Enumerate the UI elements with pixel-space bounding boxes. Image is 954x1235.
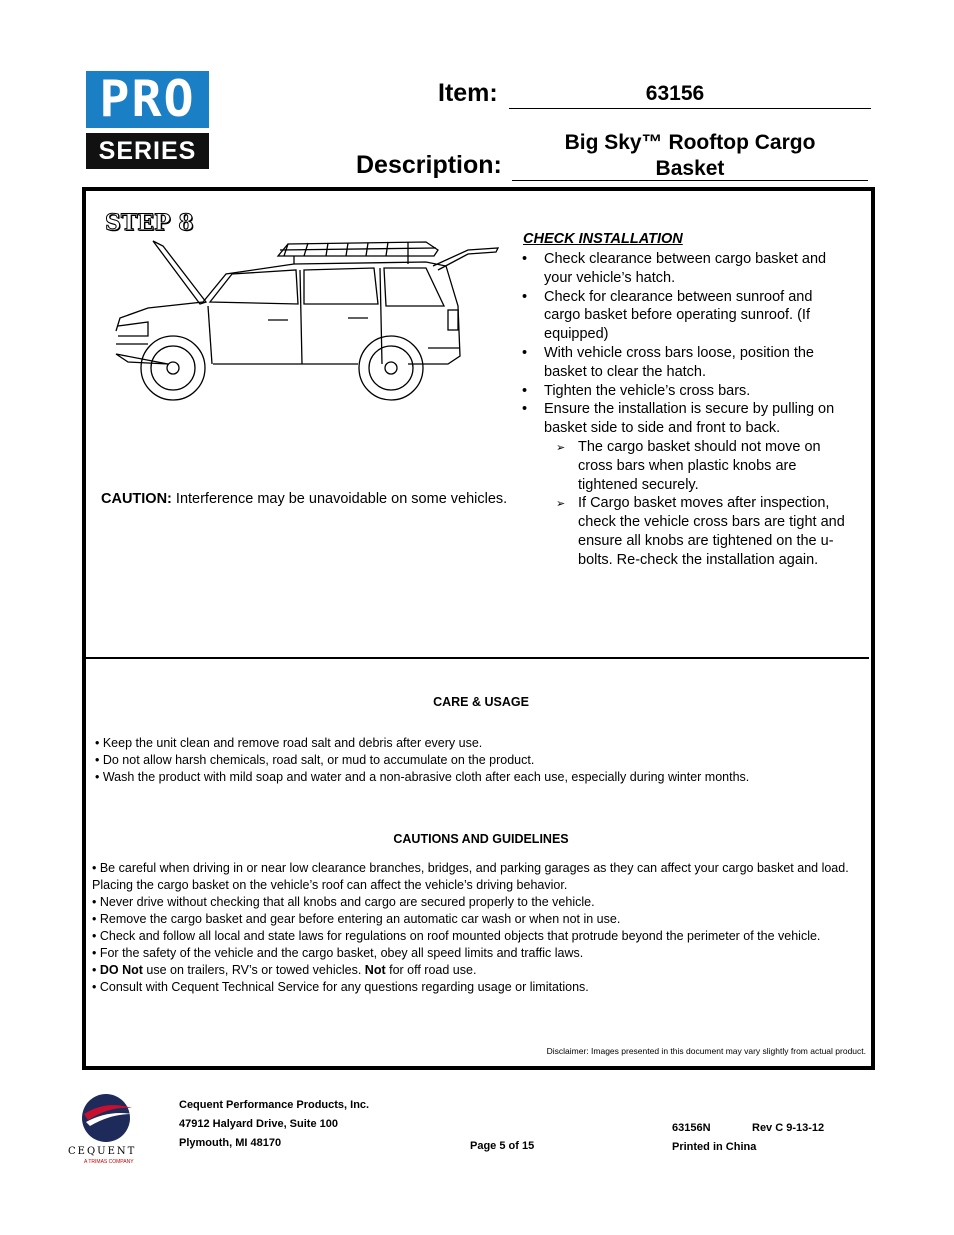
cautions-guidelines-title: CAUTIONS AND GUIDELINES [393,832,569,846]
bullet: • [92,963,100,977]
cequent-logo-icon [70,1092,140,1144]
list-item: • With vehicle cross bars loose, position the basket to clear the hatch. [522,344,852,382]
trailer-text: use on trailers, RV’s or towed vehicles. [142,963,365,977]
company-address [179,1096,369,1153]
document-number: 63156N [672,1122,711,1134]
address-line-2: Plymouth, MI 48170 [179,1137,282,1149]
item-underline [509,108,871,109]
description-label: Description: [356,151,502,179]
list-item: • Consult with Cequent Technical Service for any questions regarding usage or limitations. [92,980,589,994]
description-underline [512,180,868,181]
do-not-emphasis: DO Not [99,963,143,977]
check-installation-list [522,250,852,570]
list-item: • Tighten the vehicle’s cross bars. [522,382,852,401]
printed-in: Printed in China [672,1141,757,1153]
vehicle-illustration [108,236,503,401]
company-name: Cequent Performance Products, Inc. [179,1099,370,1111]
trademark-mark: TM [196,71,208,80]
cequent-brand: CEQUENT [68,1146,137,1157]
step-title: STEP 8 [105,210,194,236]
list-item: • For the safety of the vehicle and the cargo basket, obey all speed limits and traffic laws. [92,946,584,960]
description-value [512,130,868,182]
not-emphasis: Not [364,963,386,977]
sublist-container [522,438,852,570]
check-installation-sublist [556,438,852,570]
address-line-1: 47912 Halyard Drive, Suite 100 [179,1118,338,1130]
check-installation-heading: CHECK INSTALLATION [523,231,683,247]
section-divider [86,657,869,659]
revision: Rev C 9-13-12 [752,1122,825,1134]
cautions-guidelines-list [92,860,862,996]
caution-text: Interference may be unavoidable on some vehicles. [171,491,508,507]
list-item: • Be careful when driving in or near low clearance branches, bridges, and parking garages as they can affect your cargo basket and load. Placing the cargo basket on the vehicle’s roof can affect the vehicle’s driving behavior. [92,861,849,892]
cequent-subtitle: A TRIMAS COMPANY [84,1159,134,1165]
list-item: • Remove the cargo basket and gear before entering an automatic car wash or when not in use. [92,912,621,926]
trailer-end-text: for off road use. [385,963,477,977]
list-item: • Do not allow harsh chemicals, road salt, or mud to accumulate on the product. [95,753,535,767]
list-item: • Keep the unit clean and remove road salt and debris after every use. [95,736,483,750]
list-item: • Wash the product with mild soap and water and a non-abrasive cloth after each use, especially during winter months. [95,770,750,784]
sublist-item: ➢ If Cargo basket moves after inspection, check the vehicle cross bars are tight and ensure all knobs are tightened on the u-bolts. Re-check the installation again. [556,494,852,569]
care-usage-list [95,735,749,786]
item-label: Item: [438,79,498,107]
list-item: • Check for clearance between sunroof and cargo basket before operating sunroof. (If equipped) [522,288,852,344]
series-logo: SERIES [86,133,209,169]
list-item: • Never drive without checking that all knobs and cargo are secured properly to the vehicle. [92,895,595,909]
document-info [672,1119,824,1157]
caution-note [101,491,507,507]
list-item-trailer [92,962,862,979]
item-value: 63156 [645,82,705,105]
pro-logo: PRO [86,71,209,128]
list-item: • Check clearance between cargo basket and your vehicle’s hatch. [522,250,852,288]
disclaimer: Disclaimer: Images presented in this document may vary slightly from actual product. [546,1046,866,1056]
sublist-item: ➢ The cargo basket should not move on cross bars when plastic knobs are tightened securely. [556,438,852,494]
description-line-2: Basket [655,157,725,180]
care-usage-title: CARE & USAGE [433,695,529,709]
description-line-1: Big Sky™ Rooftop Cargo [564,131,816,154]
list-item: • Ensure the installation is secure by pulling on basket side to side and front to back. [522,400,852,438]
list-item: • Check and follow all local and state laws for regulations on roof mounted objects that protrude beyond the perimeter of the vehicle. [92,929,821,943]
caution-label: CAUTION: [101,491,172,507]
page-number: Page 5 of 15 [470,1140,535,1152]
